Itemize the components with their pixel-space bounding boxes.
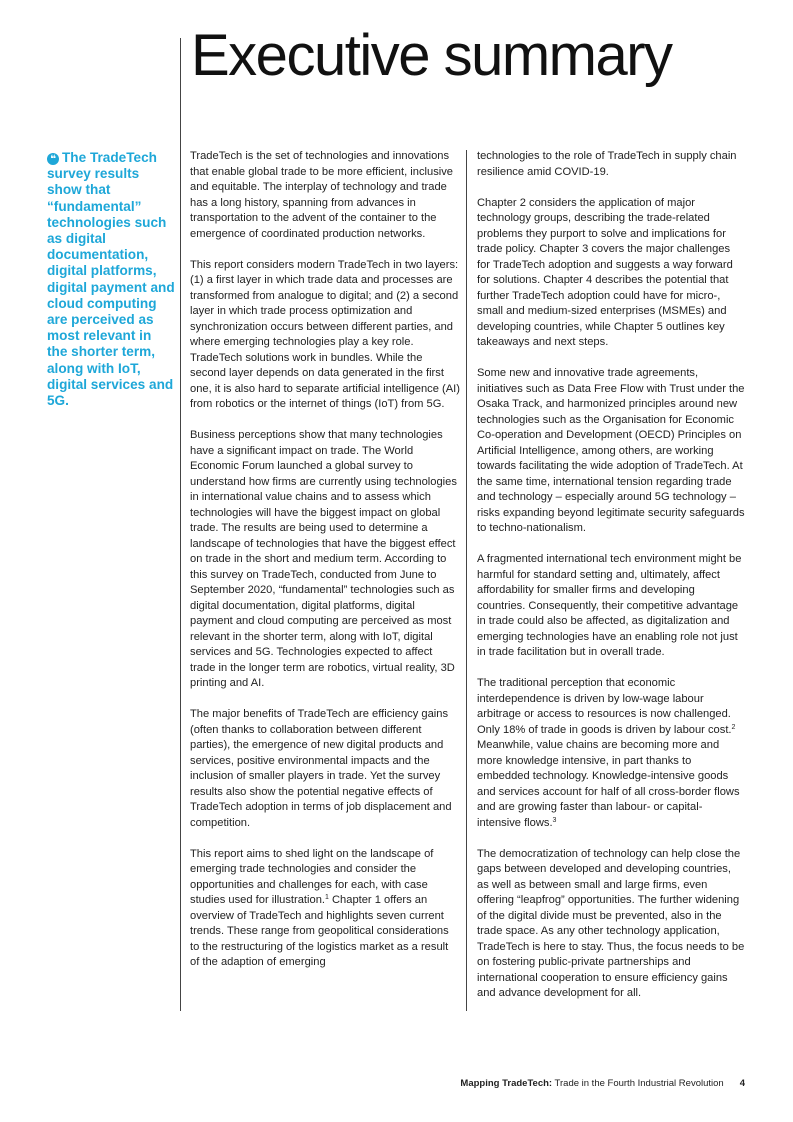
paragraph: This report considers modern TradeTech in two layers: (1) a first layer in which trade data and processes are transformed from analogue to digital; and (2) a second layer in which trade process optimization and synchronization occurs between different parties, and where emerging technologies play a key role. TradeTech solutions work in bundles. While the second layer depends on data generated in the first one, it is also hard to separate artificial intelligence (AI) from robotics or the internet of things (IoT) from 5G. [190,258,460,410]
pull-quote-text: The TradeTech survey results show that “fundamental” technologies such as digital documentation, digital platforms, digital payment and cloud computing are perceived as most relevant in the shorter term, along with IoT, digital services and 5G. [47,150,175,409]
page-title: Executive summary [191,23,672,88]
footnote-ref[interactable]: 1 [325,894,329,901]
footnote-ref[interactable]: 3 [552,816,557,824]
paragraph-text: Meanwhile, value chains are becoming more and more knowledge intensive, in part thanks to embedded technology. Knowledge-intensive goods and services account for half of all cross-border flows and are growing faster than labour- or capital-intensive flows. [477,739,740,829]
footer-publication: Mapping TradeTech: [460,1078,553,1089]
quote-icon: ❝ [47,153,59,165]
paragraph [190,847,460,971]
paragraph: The major benefits of TradeTech are efficiency gains (often thanks to collaboration between different parties), the emergence of new digital products and services, positive environmental impacts and the inclusion of smaller players in trade. Yet the survey results also show the potential negative effects of TradeTech adoption in terms of job displacement and competition. [190,708,452,829]
paragraph-text: Chapter 1 offers an overview of TradeTech and highlights seven current trends. These range from geopolitical considerations to the restructuring of the logistics market as a result of the adaption of emerging [190,894,449,968]
page-number: 4 [739,1078,745,1089]
column-divider [466,150,467,1011]
paragraph: Chapter 2 considers the application of major technology groups, describing the trade-related problems they purport to solve and implications for trade policy. Chapter 3 covers the major challenges for TradeTech adoption and suggests a way forward for solutions. Chapter 4 describes the potential that further TradeTech adoption could have for micro-, small and medium-sized enterprises (MSMEs) and developing countries, while Chapter 5 outlines key takeaways and next steps. [477,196,733,348]
paragraph: A fragmented international tech environment might be harmful for standard setting and, ultimately, affect affordability for smaller firms and developing countries. Consequently, their competitive advantage in trade could also be affected, as digitalization and emerging technologies have an enabling role not just in trade facilitation but in overall trade. [477,553,742,658]
paragraph: Business perceptions show that many technologies have a significant impact on trade. The World Economic Forum launched a global survey to understand how firms are currently using technologies in international value chains and to assess which technologies will have the biggest impact on global trade. The results are being used to determine a landscape of technologies that have the biggest effect on trade in the short and medium term. According to this survey on TradeTech, conducted from June to September 2020, “fundamental” technologies such as digital documentation, digital platforms, digital payment and cloud computing are perceived as most relevant in the shorter term, along with IoT, digital services and 5G. Technologies expected to affect trade in the longer term are robotics, virtual reality, 3D printing and AI. [190,429,457,689]
body-column-2 [477,149,745,1017]
paragraph: Some new and innovative trade agreements, initiatives such as Data Free Flow with Trust under the Osaka Track, and harmonized principles around new technologies such as the Organisation for Economic Co-operation and Development (OECD) Principles on Artificial Intelligence, among others, are working towards facilitating the wide adoption of TradeTech. At the same time, international tension regarding trade and technology – especially around 5G technology – risks expanding beyond legitimate security safeguards to techno-nationalism. [477,367,745,534]
paragraph: technologies to the role of TradeTech in supply chain resilience amid COVID-19. [477,150,737,178]
paragraph-text: This report aims to shed light on the landscape of emerging trade technologies and consider the opportunities and challenges for each, with case studies used for illustration. [190,847,434,906]
footnote-ref[interactable]: 2 [731,723,736,731]
footer-subtitle: Trade in the Fourth Industrial Revolution [552,1078,724,1089]
paragraph-text: The traditional perception that economic interdependence is driven by low-wage labour arbitrage or access to resources is now challenged. Only 18% of trade in goods is driven by labour cost. [477,677,732,736]
left-divider [180,38,181,1011]
paragraph: The democratization of technology can help close the gaps between developed and developing countries, as well as between small and large firms, even offering “leapfrog” opportunities. The further widening of the digital divide must be prevented, also in the trade space. As any other technology application, TradeTech is here to stay. Thus, the focus needs to be on fostering public-private partnerships and international cooperation to ensure efficiency gains and advance development for all. [477,847,745,999]
pull-quote [47,150,175,409]
paragraph: TradeTech is the set of technologies and innovations that enable global trade to be more efficient, inclusive and equitable. The interplay of technology and trade has a long history, spanning from advances in transportation to the advent of the container to the emergence of coordinated production networks. [190,150,454,240]
page-footer [460,1078,745,1089]
paragraph [477,676,745,831]
body-column-1 [190,149,460,986]
